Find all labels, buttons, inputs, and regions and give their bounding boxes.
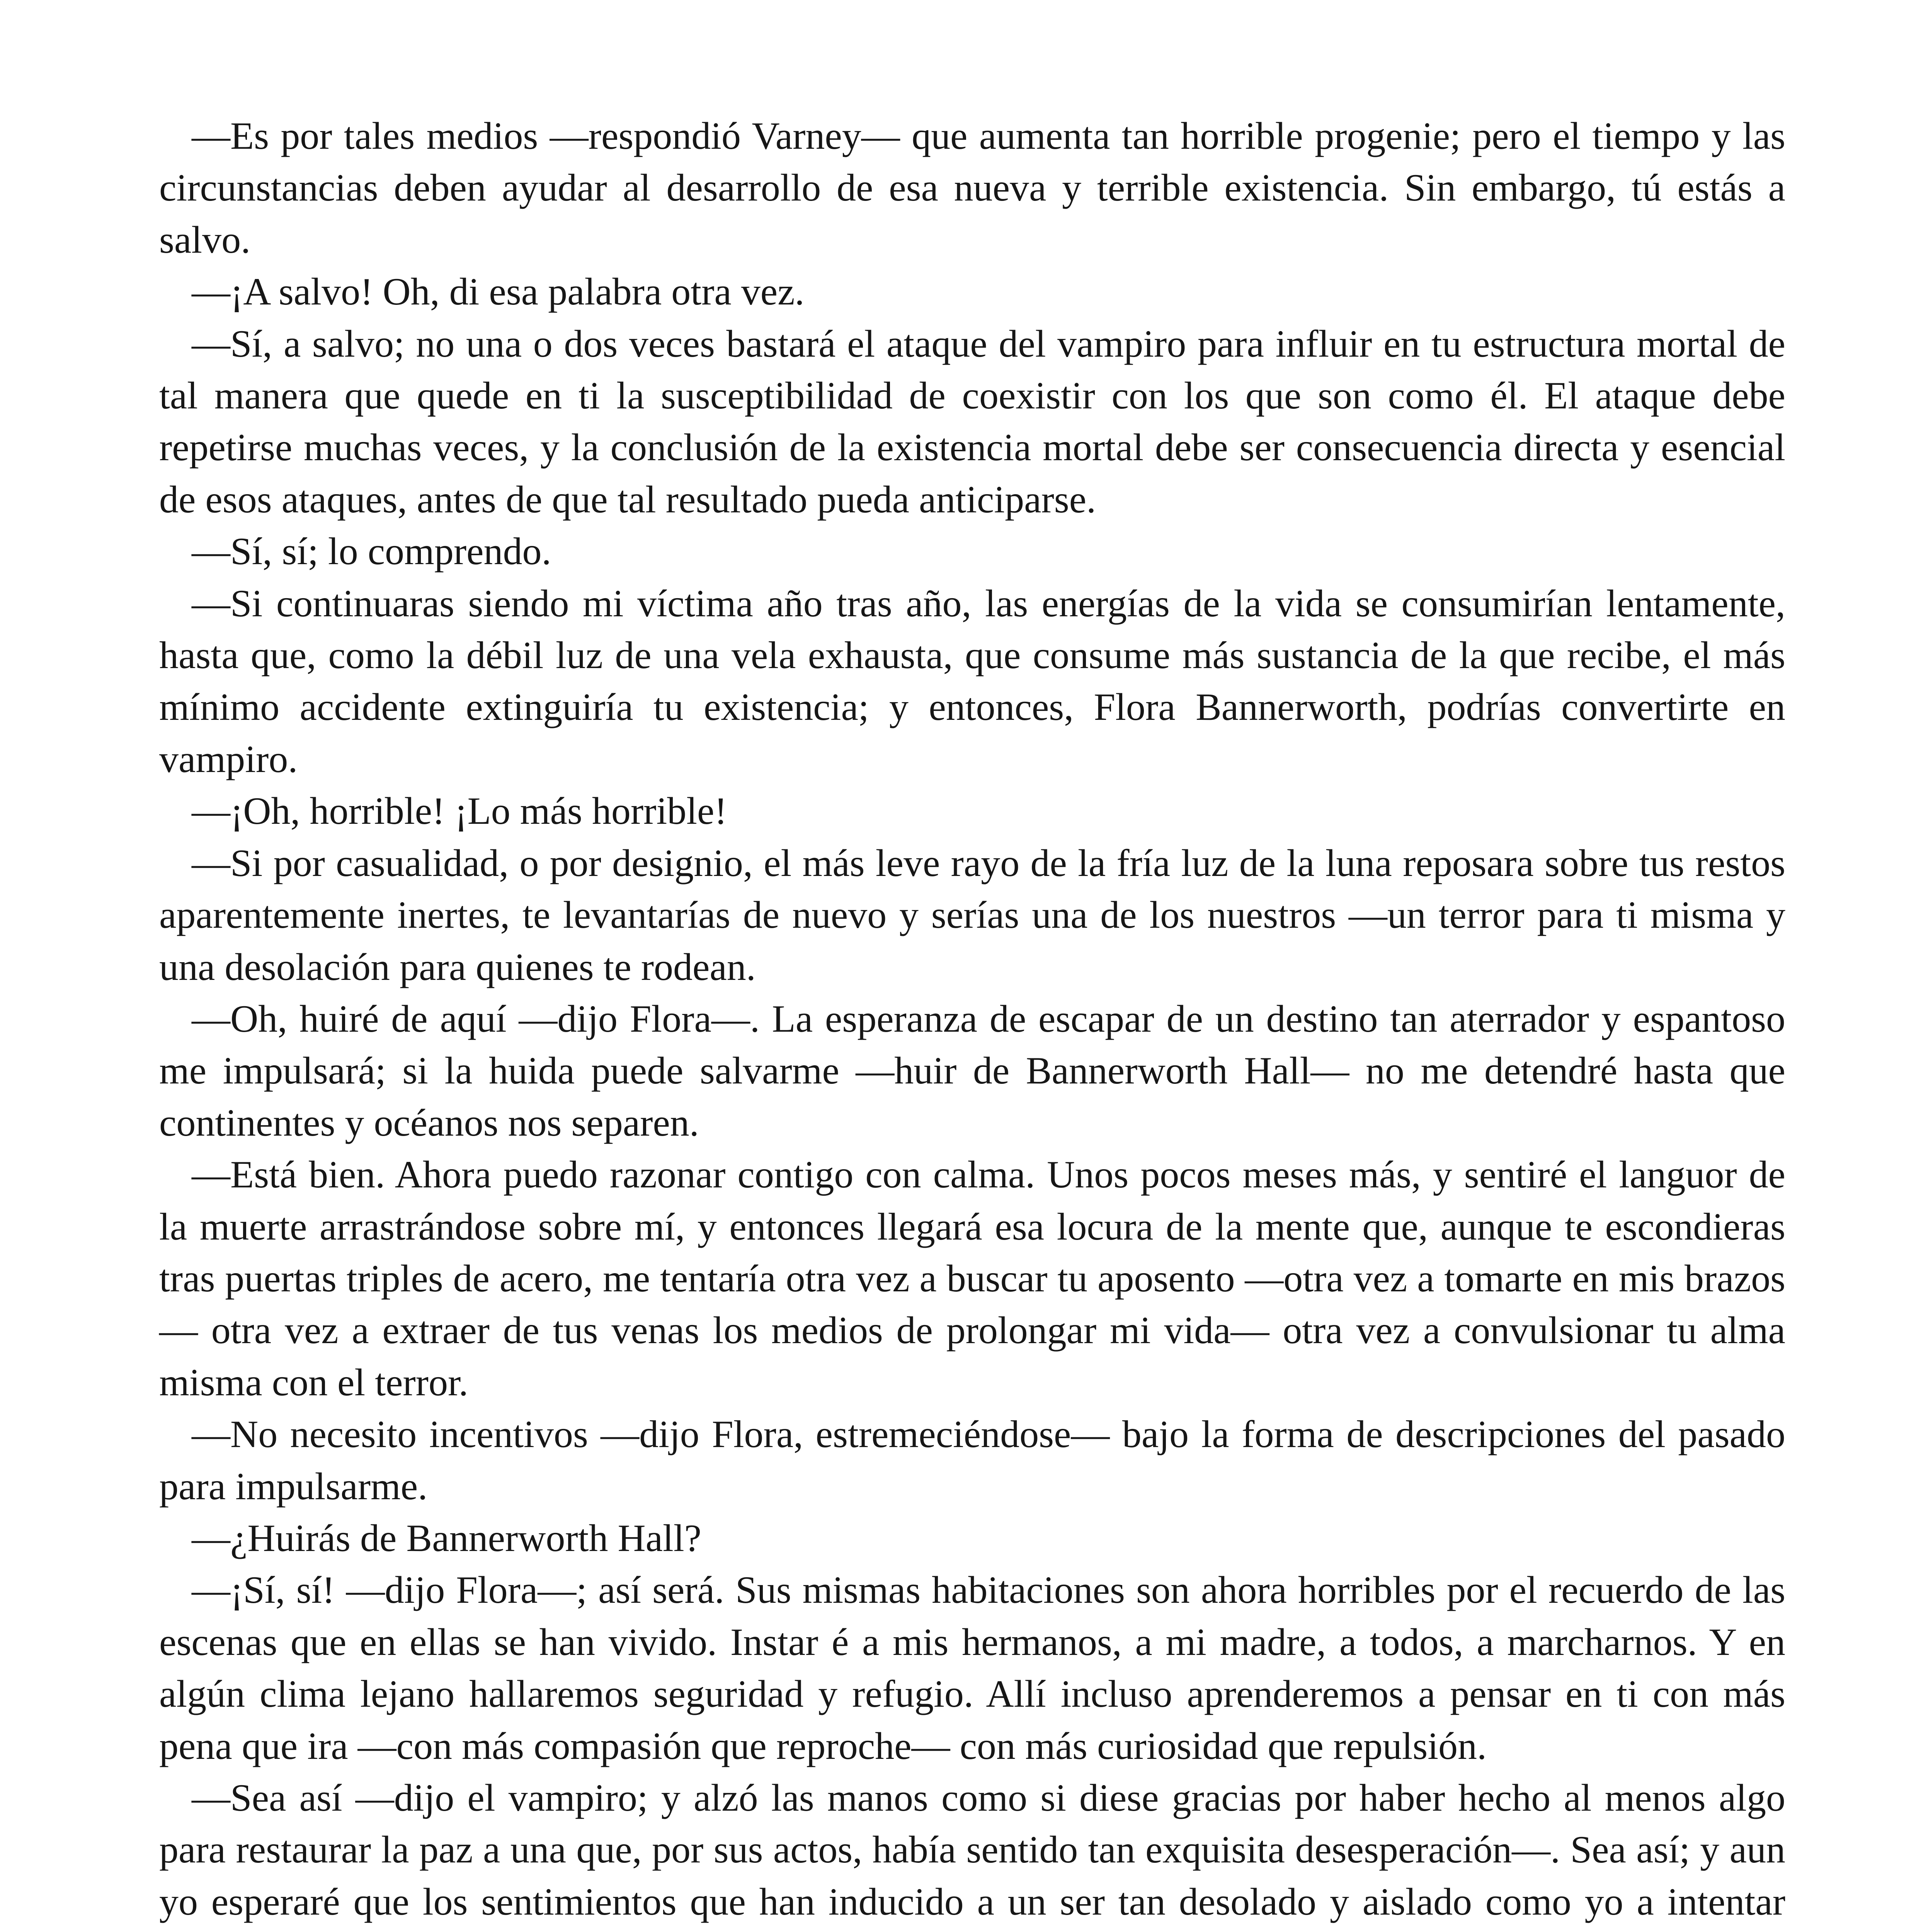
paragraph: —Sea así —dijo el vampiro; y alzó las manos como si diese gracias por haber hecho al menos algo para restaurar la paz a una que, por sus actos, había sentido tan exquisita desesperación—. Sea así; y aun yo esperaré que los sentimientos que han inducido a un ser tan desolado y aislado como yo a intentar [159,1776,1785,1923]
body-text [159,110,1785,1932]
paragraph: —¡Sí, sí! —dijo Flora—; así será. Sus mismas habitaciones son ahora horribles por el recuerdo de las escenas que en ellas se han vivido. Instar é a mis hermanos, a mi madre, a todos, a marcharnos. Y en algún clima lejano hallaremos seguridad y refugio. Allí incluso aprenderemos a pensar en ti con más pena que ira —con más compasión que reproche— con más curiosidad que repulsión. [159,1568,1785,1767]
paragraph: —Sí, a salvo; no una o dos veces bastará el ataque del vampiro para influir en tu estructura mortal de tal manera que quede en ti la susceptibilidad de coexistir con los que son como él. El ataque debe repetirse muchas veces, y la conclusión de la existencia mortal debe ser consecuencia directa y esencial de esos ataques, antes de que tal resultado pueda anticiparse. [159,322,1785,521]
paragraph: —¡A salvo! Oh, di esa palabra otra vez. [192,270,805,313]
paragraph: —Es por tales medios —respondió Varney— que aumenta tan horrible progenie; pero el tiempo y las circunstancias deben ayudar al desarrollo de esa nueva y terrible existencia. Sin embargo, tú estás a salvo. [159,114,1785,261]
paragraph: —Sí, sí; lo comprendo. [192,530,551,573]
paragraph: —Oh, huiré de aquí —dijo Flora—. La esperanza de escapar de un destino tan aterrador y espantoso me impulsará; si la huida puede salvarme —huir de Bannerworth Hall— no me detendré hasta que continentes y océanos nos separen. [159,997,1785,1144]
paragraph: —No necesito incentivos —dijo Flora, estremeciéndose— bajo la forma de descripciones del pasado para impulsarme. [159,1413,1785,1508]
paragraph: —¿Huirás de Bannerworth Hall? [192,1516,701,1560]
paragraph: —Si por casualidad, o por designio, el más leve rayo de la fría luz de la luna reposara sobre tus restos aparentemente inertes, te levantarías de nuevo y serías una de los nuestros —un terror para ti misma y una desolación para quienes te rodean. [159,841,1785,988]
paragraph: —Si continuaras siendo mi víctima año tras año, las energías de la vida se consumirían lentamente, hasta que, como la débil luz de una vela exhausta, que consume más sustancia de la que recibe, el más mínimo accidente extinguiría tu existencia; y entonces, Flora Bannerworth, podrías convertirte en vampiro. [159,582,1785,781]
paragraph: —Está bien. Ahora puedo razonar contigo con calma. Unos pocos meses más, y sentiré el languor de la muerte arrastrándose sobre mí, y entonces llegará esa locura de la mente que, aunque te escondieras tras puertas triples de acero, me tentaría otra vez a buscar tu aposento —otra vez a tomarte en mis brazos— otra vez a extraer de tus venas los medios de prolongar mi vida— otra vez a convulsionar tu alma misma con el terror. [159,1153,1785,1404]
paragraph: —¡Oh, horrible! ¡Lo más horrible! [192,789,727,833]
